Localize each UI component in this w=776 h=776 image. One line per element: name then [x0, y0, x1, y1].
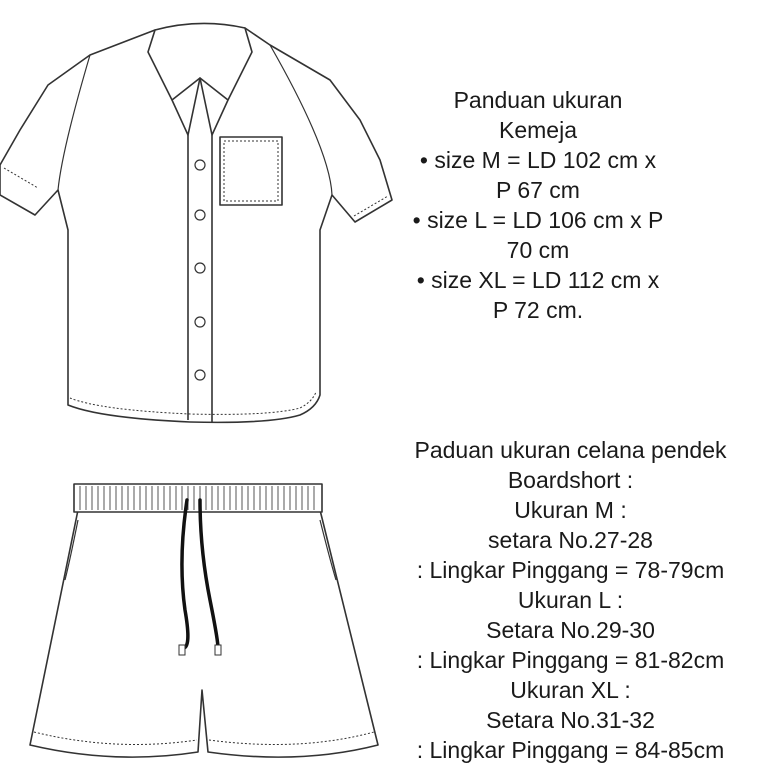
- shirt-size-line: 70 cm: [506, 237, 570, 263]
- shorts-guide-line: Setara No.29-30: [486, 617, 655, 643]
- shorts-guide-line: Setara No.31-32: [486, 707, 655, 733]
- shorts-guide-line: : Lingkar Pinggang = 78-79cm: [416, 557, 725, 583]
- shorts-guide-line: setara No.27-28: [488, 527, 653, 553]
- shorts-guide-line: Ukuran M :: [514, 497, 627, 523]
- shirt-size-guide: [398, 85, 678, 325]
- shirt-size-line: • size L = LD 106 cm x P: [412, 207, 664, 233]
- shirt-size-line: • size M = LD 102 cm x: [419, 147, 657, 173]
- shirt-guide-subtitle: Kemeja: [499, 117, 577, 143]
- shorts-guide-line: Ukuran XL :: [510, 677, 631, 703]
- shorts-guide-line: Ukuran L :: [517, 587, 624, 613]
- shorts-guide-line: Paduan ukuran celana pendek: [414, 437, 727, 463]
- shirt-size-line: P 72 cm.: [492, 297, 584, 323]
- shorts-guide-line: Boardshort :: [507, 467, 634, 493]
- shorts-guide-line: : Lingkar Pinggang = 84-85cm: [416, 737, 725, 763]
- shirt-size-line: • size XL = LD 112 cm x: [416, 267, 660, 293]
- shirt-size-line: P 67 cm: [496, 177, 580, 203]
- shorts-size-guide: [398, 435, 743, 765]
- shorts-guide-line: : Lingkar Pinggang = 81-82cm: [416, 647, 725, 673]
- shirt-guide-title: Panduan ukuran: [453, 87, 623, 113]
